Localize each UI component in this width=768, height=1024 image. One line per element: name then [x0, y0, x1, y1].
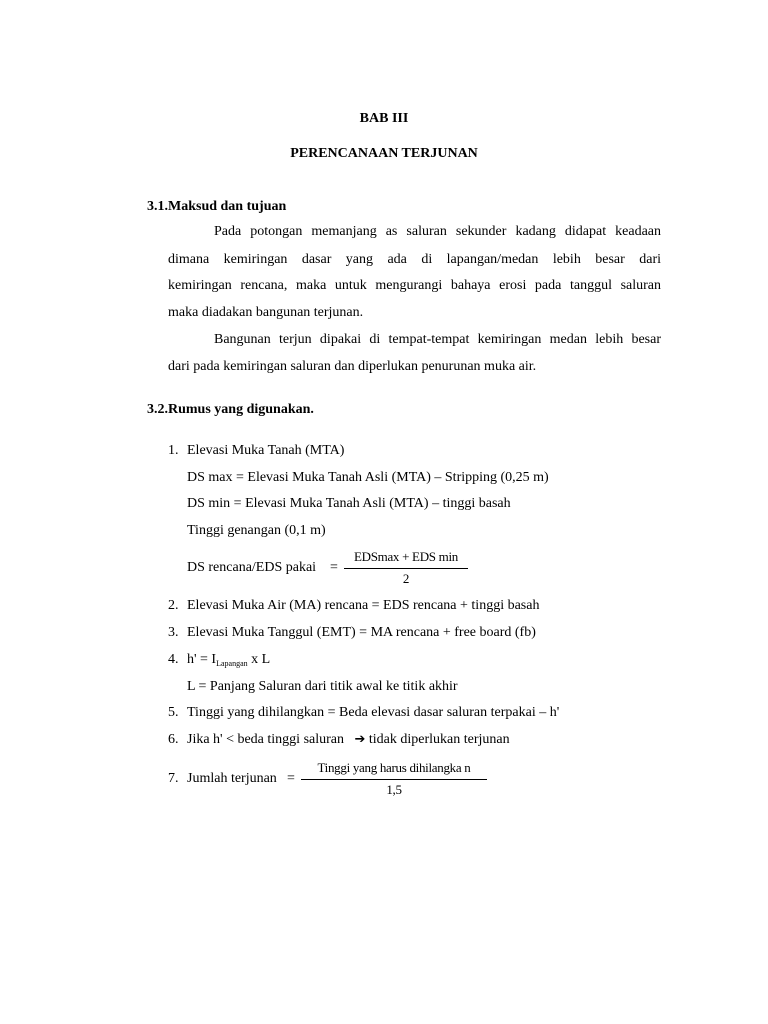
list-item-number-5: 5. [168, 705, 179, 720]
arrow-right-icon: ➔ [354, 732, 366, 747]
formula-denominator: 2 [402, 571, 410, 586]
chapter-title: BAB III [359, 111, 409, 126]
paragraph-1-line-3: kemiringan rencana, maka untuk mengurangi bahaya erosi pada tanggul saluran [168, 278, 661, 293]
formula-numerator: EDSmax + EDS min [353, 549, 458, 564]
paragraph-1-line-1: Pada potongan memanjang as saluran sekunder kadang didapat keadaan [214, 224, 661, 239]
list-item-1-text: Elevasi Muka Tanah (MTA) [187, 443, 345, 458]
formula-equals: = [330, 560, 338, 575]
list-item-6-condition: Jika h' < beda tinggi saluran [187, 732, 344, 747]
list-item-6-text [187, 732, 510, 749]
paragraph-2-line-2: dari pada kemiringan saluran dan diperlukan penurunan muka air. [168, 359, 537, 374]
formula-7-denominator: 1,5 [386, 782, 402, 797]
formula-label-ds-rencana: DS rencana/EDS pakai [187, 560, 317, 575]
fraction-bar [344, 568, 468, 569]
list-item-3-text: Elevasi Muka Tanggul (EMT) = MA rencana + free board (fb) [187, 625, 536, 640]
paragraph-1-line-4: maka diadakan bangunan terjunan. [168, 305, 364, 320]
list-item-number-4: 4. [168, 652, 179, 667]
section-heading-3-2: 3.2.Rumus yang digunakan. [147, 402, 314, 417]
list-item-7-label: Jumlah terjunan [187, 771, 277, 786]
formula-h-prime: h' = I [187, 652, 217, 667]
list-item-6-result: tidak diperlukan terjunan [368, 732, 510, 747]
formula-7-numerator: Tinggi yang harus dihilangka n [317, 760, 471, 775]
list-item-4-formula [187, 652, 270, 669]
list-item-number-2: 2. [168, 598, 179, 613]
section-heading-3-1: 3.1.Maksud dan tujuan [147, 199, 287, 214]
list-item-number-3: 3. [168, 625, 179, 640]
list-item-5-text: Tinggi yang dihilangkan = Beda elevasi dasar saluran terpakai – h' [187, 705, 560, 720]
paragraph-2-line-1: Bangunan terjun dipakai di tempat-tempat kemiringan medan lebih besar [214, 332, 661, 347]
list-item-number-1: 1. [168, 443, 179, 458]
list-item-number-6: 6. [168, 732, 179, 747]
list-item-1-sub-2: DS min = Elevasi Muka Tanah Asli (MTA) – tinggi basah [187, 496, 511, 511]
fraction-bar-7 [301, 779, 487, 780]
list-item-number-7: 7. [168, 771, 179, 786]
subscript-lapangan: Lapangan [216, 659, 248, 668]
page-title: PERENCANAAN TERJUNAN [290, 146, 478, 161]
list-item-4-sub: L = Panjang Saluran dari titik awal ke titik akhir [187, 679, 458, 694]
list-item-1-sub-3: Tinggi genangan (0,1 m) [187, 523, 326, 538]
list-item-2-text: Elevasi Muka Air (MA) rencana = EDS rencana + tinggi basah [187, 598, 540, 613]
paragraph-1-line-2: dimana kemiringan dasar yang ada di lapangan/medan lebih besar dari [168, 252, 661, 267]
list-item-7-equals: = [287, 771, 295, 786]
formula-times-l: x L [247, 652, 271, 667]
list-item-1-sub-1: DS max = Elevasi Muka Tanah Asli (MTA) – Stripping (0,25 m) [187, 470, 549, 485]
